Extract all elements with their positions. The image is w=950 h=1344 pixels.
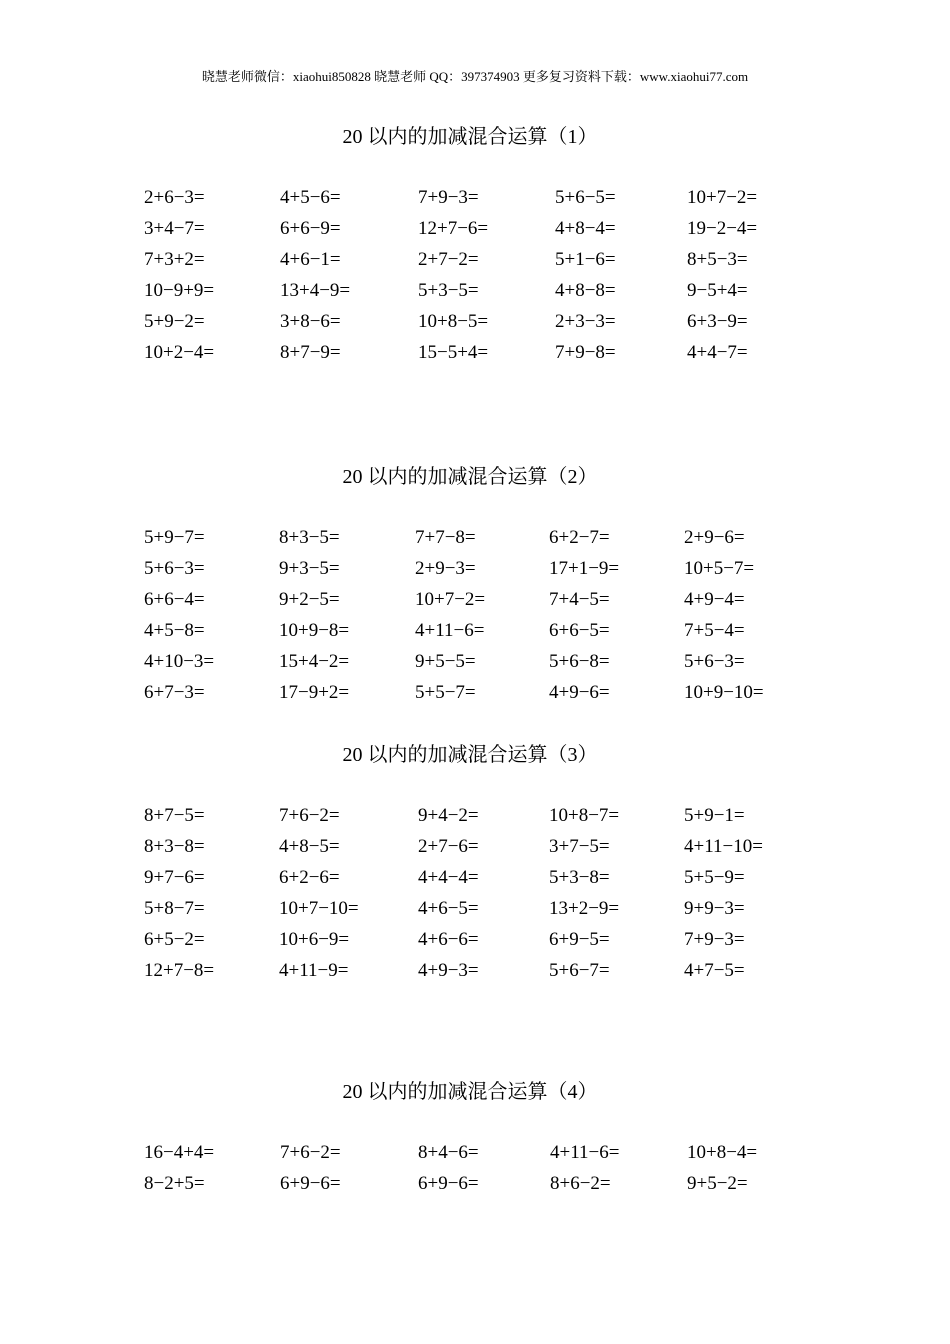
math-problem: 10+6−9= (279, 929, 350, 950)
section-title: 20 以内的加减混合运算（2） (342, 466, 598, 488)
math-problem: 5+9−2= (144, 311, 205, 332)
math-problem: 4+6−1= (280, 249, 341, 270)
math-problem: 10+8−7= (549, 805, 620, 826)
math-problem: 10−9+9= (144, 280, 215, 301)
math-problem: 10+5−7= (684, 558, 755, 579)
math-problem: 5+3−5= (418, 280, 479, 301)
math-problem: 3+7−5= (549, 836, 610, 857)
math-problem: 4+5−8= (144, 620, 205, 641)
math-problem: 2+7−6= (418, 836, 479, 857)
math-problem: 7+5−4= (684, 620, 745, 641)
section-title: 20 以内的加减混合运算（3） (342, 744, 598, 766)
math-problem: 13+2−9= (549, 898, 620, 919)
math-problem: 2+9−6= (684, 527, 745, 548)
math-problem: 4+5−6= (280, 187, 341, 208)
math-problem: 12+7−6= (418, 218, 489, 239)
math-problem: 19−2−4= (687, 218, 758, 239)
math-problem: 9+9−3= (684, 898, 745, 919)
math-problem: 5+6−3= (144, 558, 205, 579)
math-problem: 4+11−9= (279, 960, 349, 981)
math-problem: 7+3+2= (144, 249, 205, 270)
math-problem: 17+1−9= (549, 558, 620, 579)
math-problem: 3+4−7= (144, 218, 205, 239)
math-problem: 5+6−3= (684, 651, 745, 672)
math-problem: 2+7−2= (418, 249, 479, 270)
math-problem: 15+4−2= (279, 651, 350, 672)
math-problem: 4+11−6= (415, 620, 485, 641)
math-problem: 4+8−4= (555, 218, 616, 239)
math-problem: 13+4−9= (280, 280, 351, 301)
math-problem: 9+5−2= (687, 1173, 748, 1194)
math-problem: 4+9−4= (684, 589, 745, 610)
math-problem: 7+9−3= (418, 187, 479, 208)
math-problem: 7+9−3= (684, 929, 745, 950)
math-problem: 4+6−5= (418, 898, 479, 919)
math-problem: 8−2+5= (144, 1173, 205, 1194)
math-problem: 17−9+2= (279, 682, 350, 703)
math-problem: 7+9−8= (555, 342, 616, 363)
math-problem: 9+7−6= (144, 867, 205, 888)
math-problem: 6+9−6= (280, 1173, 341, 1194)
math-problem: 10+7−2= (415, 589, 486, 610)
page-header: 晓慧老师微信：xiaohui850828 晓慧老师 QQ：397374903 更多复习资料下载：www.xiaohui77.com (201, 69, 749, 84)
math-problem: 4+11−6= (550, 1142, 620, 1163)
math-problem: 9−5+4= (687, 280, 748, 301)
math-problem: 6+6−4= (144, 589, 205, 610)
math-problem: 4+11−10= (684, 836, 763, 857)
math-problem: 8+3−5= (279, 527, 340, 548)
math-problem: 10+7−2= (687, 187, 758, 208)
math-problem: 5+5−7= (415, 682, 476, 703)
math-problem: 5+9−1= (684, 805, 745, 826)
math-problem: 2+9−3= (415, 558, 476, 579)
math-problem: 6+6−9= (280, 218, 341, 239)
math-problem: 5+6−7= (549, 960, 610, 981)
math-problem: 6+9−6= (418, 1173, 479, 1194)
math-problem: 4+9−3= (418, 960, 479, 981)
math-problem: 8+5−3= (687, 249, 748, 270)
math-problem: 8+6−2= (550, 1173, 611, 1194)
math-problem: 10+7−10= (279, 898, 359, 919)
math-problem: 10+2−4= (144, 342, 215, 363)
math-problem: 16−4+4= (144, 1142, 215, 1163)
math-problem: 7+4−5= (549, 589, 610, 610)
math-problem: 9+3−5= (279, 558, 340, 579)
math-problem: 8+7−5= (144, 805, 205, 826)
math-problem: 9+2−5= (279, 589, 340, 610)
math-problem: 5+5−9= (684, 867, 745, 888)
math-problem: 4+4−7= (687, 342, 748, 363)
math-problem: 6+5−2= (144, 929, 205, 950)
math-problem: 10+8−5= (418, 311, 489, 332)
math-problem: 7+7−8= (415, 527, 476, 548)
math-problem: 5+3−8= (549, 867, 610, 888)
math-problem: 4+10−3= (144, 651, 215, 672)
math-problem: 9+5−5= (415, 651, 476, 672)
math-problem: 7+6−2= (280, 1142, 341, 1163)
math-problem: 15−5+4= (418, 342, 489, 363)
math-problem: 12+7−8= (144, 960, 215, 981)
math-problem: 5+6−8= (549, 651, 610, 672)
math-problem: 5+8−7= (144, 898, 205, 919)
math-problem: 4+6−6= (418, 929, 479, 950)
math-problem: 10+9−10= (684, 682, 764, 703)
math-problem: 5+6−5= (555, 187, 616, 208)
math-problem: 6+2−6= (279, 867, 340, 888)
math-problem: 4+4−4= (418, 867, 479, 888)
math-problem: 6+3−9= (687, 311, 748, 332)
math-problem: 5+9−7= (144, 527, 205, 548)
math-problem: 10+9−8= (279, 620, 350, 641)
math-problem: 6+6−5= (549, 620, 610, 641)
math-problem: 6+9−5= (549, 929, 610, 950)
math-problem: 4+8−8= (555, 280, 616, 301)
math-problem: 4+7−5= (684, 960, 745, 981)
math-problem: 8+7−9= (280, 342, 341, 363)
math-problem: 10+8−4= (687, 1142, 758, 1163)
math-problem: 6+2−7= (549, 527, 610, 548)
math-problem: 9+4−2= (418, 805, 479, 826)
section-title: 20 以内的加减混合运算（1） (342, 126, 598, 148)
math-problem: 7+6−2= (279, 805, 340, 826)
math-problem: 5+1−6= (555, 249, 616, 270)
math-problem: 2+6−3= (144, 187, 205, 208)
math-problem: 8+4−6= (418, 1142, 479, 1163)
math-problem: 3+8−6= (280, 311, 341, 332)
math-problem: 4+9−6= (549, 682, 610, 703)
math-problem: 6+7−3= (144, 682, 205, 703)
section-title: 20 以内的加减混合运算（4） (342, 1081, 598, 1103)
math-problem: 4+8−5= (279, 836, 340, 857)
math-problem: 8+3−8= (144, 836, 205, 857)
math-problem: 2+3−3= (555, 311, 616, 332)
